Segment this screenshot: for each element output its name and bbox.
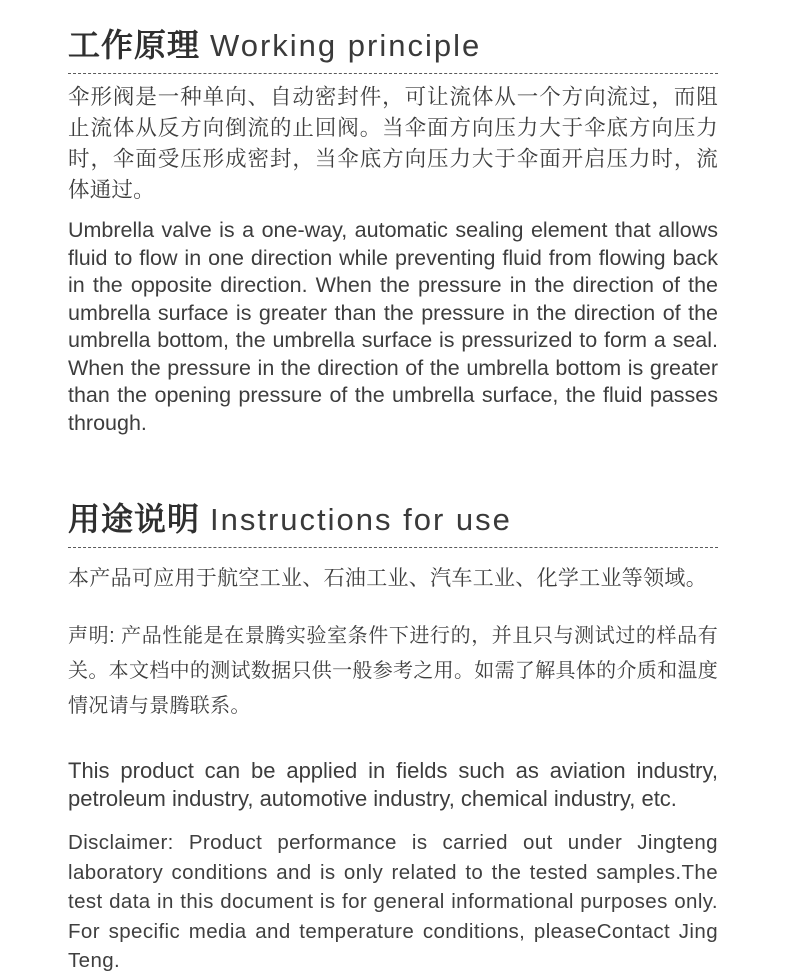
paragraph-working-principle-en: Umbrella valve is a one-way, automatic sealing element that allows fluid to flow in one direction while preventing fluid from flowing back in the opposite direction. When the pressure in the direction of the umbrella surface is greater than the pressure in the direction of the umbrella bottom, the umbrella surface is pressurized to form a seal. When the pressure in the direction of the umbrella bottom is greater than the opening pressure of the umbrella surface, the fluid passes through. xyxy=(68,218,718,435)
heading-instructions-cn: 用途说明 xyxy=(68,501,201,537)
heading-working-principle xyxy=(68,20,718,66)
dashed-divider xyxy=(68,547,718,548)
dashed-divider xyxy=(68,73,718,74)
paragraph-applications-en: This product can be applied in fields such as aviation industry, petroleum industry, automotive industry, chemical industry, etc. xyxy=(68,758,718,811)
paragraph-applications-cn: 本产品可应用于航空工业、石油工业、汽车工业、化学工业等领域。 xyxy=(68,567,707,590)
heading-instructions-en: Instructions for use xyxy=(210,502,512,537)
heading-instructions-for-use xyxy=(68,494,718,540)
heading-working-principle-cn: 工作原理 xyxy=(68,27,201,63)
paragraph-disclaimer-en: Disclaimer: Product performance is carried out under Jingteng laboratory conditions and is only related to the tested samples.The test data in this document is for general informational purposes only. For specific media and temperature conditions, pleaseContact Jing Teng. xyxy=(68,831,718,972)
paragraph-working-principle-cn: 伞形阀是一种单向、自动密封件，可让流体从一个方向流过，而阻止流体从反方向倒流的止回阀。当伞面方向压力大于伞底方向压力时，伞面受压形成密封，当伞底方向压力大于伞面开启压力时，流体通过。 xyxy=(68,85,718,202)
heading-working-principle-en: Working principle xyxy=(210,28,482,63)
section-working-principle xyxy=(68,20,718,437)
paragraph-disclaimer-cn: 声明: 产品性能是在景腾实验室条件下进行的，并且只与测试过的样品有关。本文档中的测试数据只供一般参考之用。如需了解具体的介质和温度情况请与景腾联系。 xyxy=(68,625,718,717)
section-instructions-for-use xyxy=(68,494,718,976)
